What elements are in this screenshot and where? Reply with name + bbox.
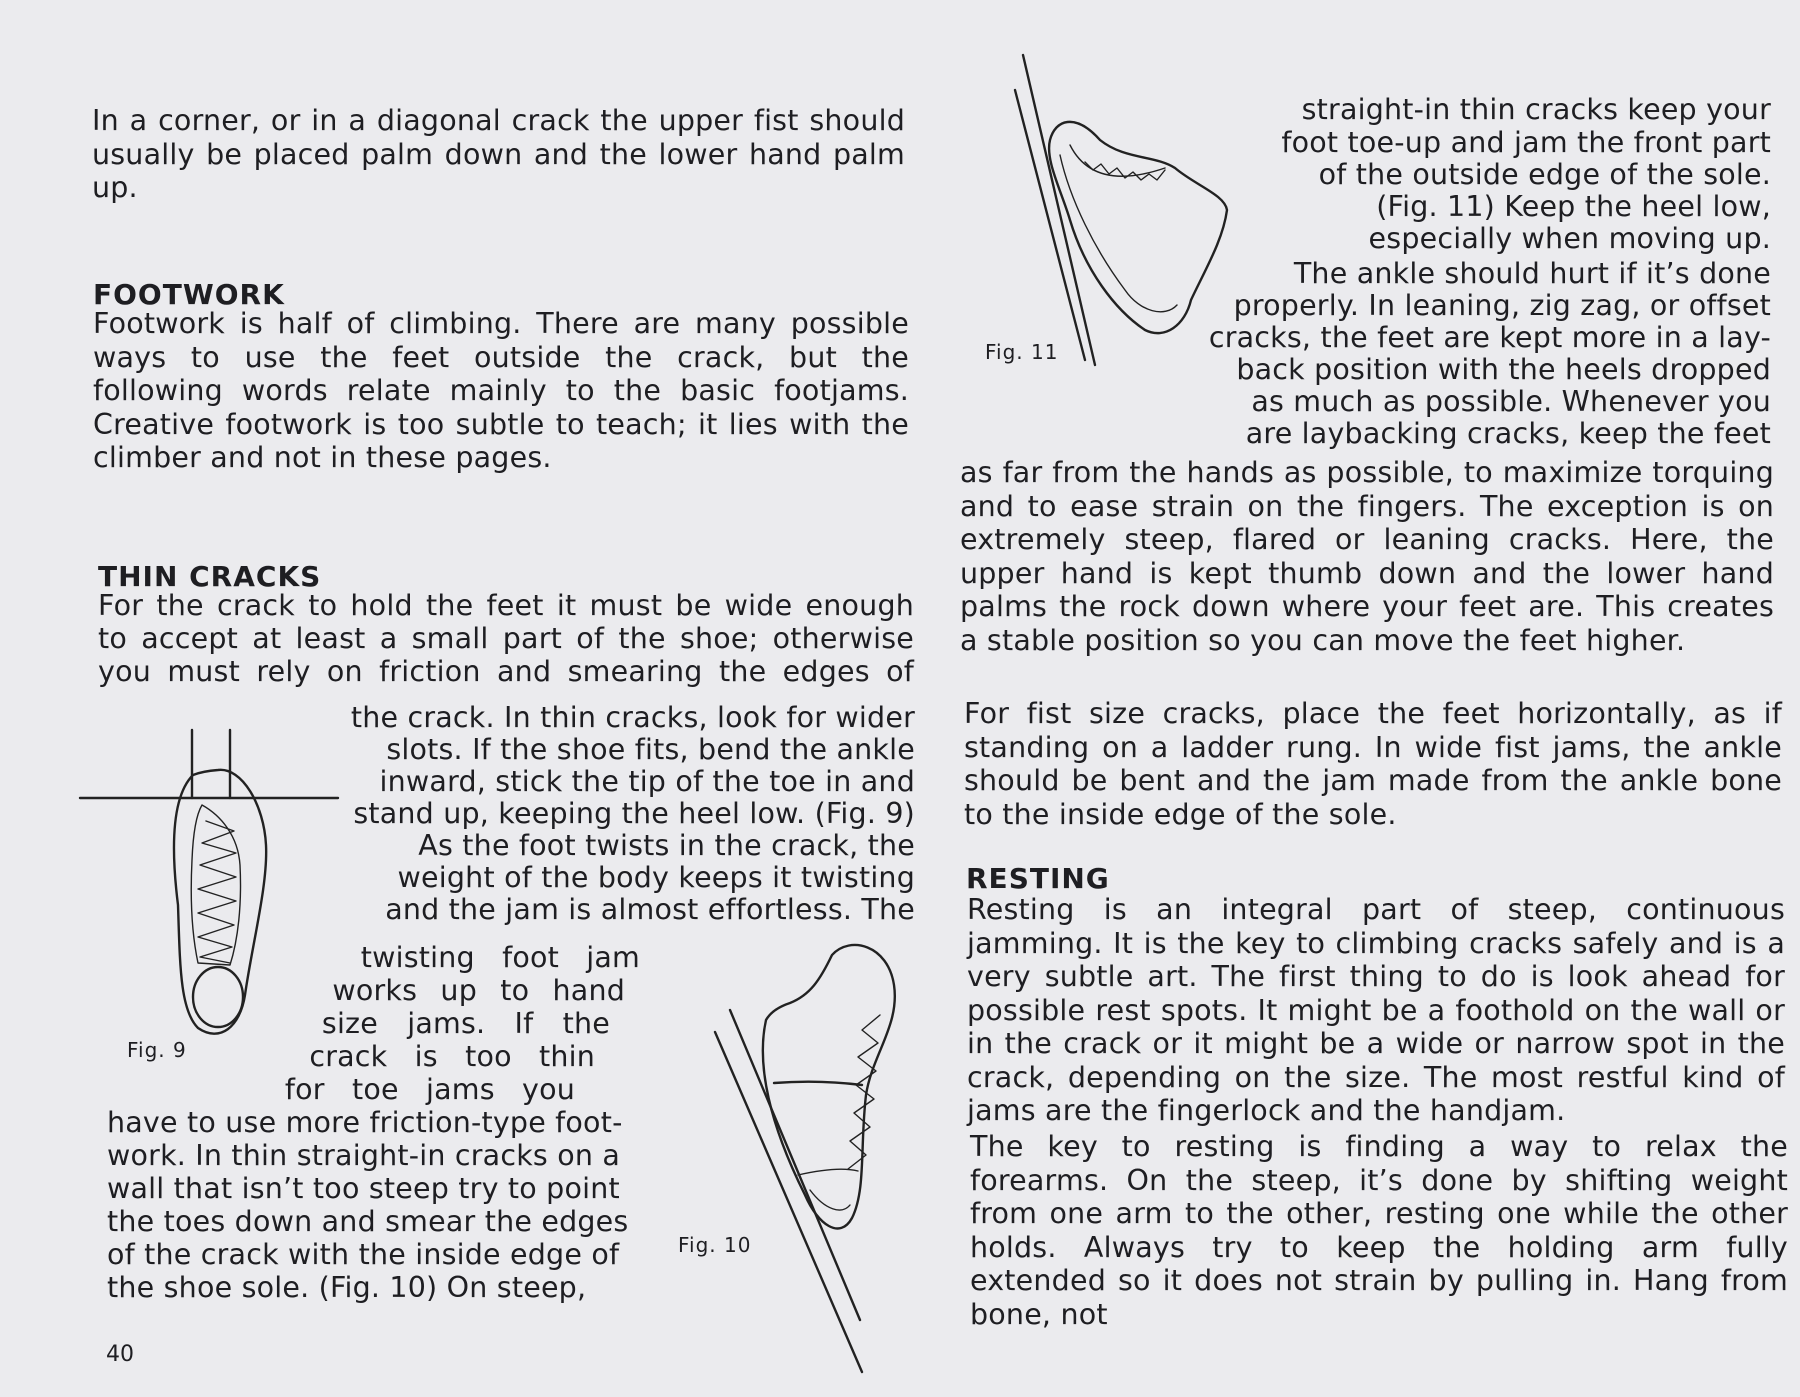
fig11-foot-illustration bbox=[1015, 50, 1235, 370]
resting-paragraph: Resting is an integral part of steep, continuous jamming. It is the key to climbing cracks safely and is a very subtle art. The first thing to do is look ahead for possible rest spots. It might be a foothold on the wall or in the crack or it might be a wide or narrow spot in the crack, depending on the size. The most restful kind of jams are the fingerlock and the handjam. bbox=[967, 893, 1785, 1127]
thin-line-b5: As the foot twists in the crack, the bbox=[418, 829, 915, 862]
thin-line-c5: for toe jams you bbox=[284, 1073, 575, 1106]
fig10-foot-illustration bbox=[710, 935, 910, 1375]
right-line-a9: back position with the heels dropped bbox=[1236, 353, 1771, 386]
thin-line-c3: size jams. If the bbox=[321, 1007, 610, 1040]
forearms-paragraph: The key to resting is finding a way to relax the forearms. On the steep, it’s done by shifting weight from one arm to the other, resting one while the other holds. Always try to keep the holding arm fully extended so it does not strain by pulling in. Hang from bone, not bbox=[970, 1130, 1788, 1331]
thin-line-b6: weight of the body keeps it twisting bbox=[397, 861, 915, 894]
footwork-paragraph: Footwork is half of climbing. There are many possible ways to use the feet outside the crack, but the following words relate mainly to the basic footjams. Creative footwork is too subtle to teach; it lies with the climber and not in these pages. bbox=[93, 307, 909, 474]
torquing-paragraph: as far from the hands as possible, to maximize torquing and to ease strain on the fingers. The exception is on extremely steep, flared or leaning cracks. Here, the upper hand is kept thumb down and the lower hand palms the rock down where your feet are. This creates a stable position so you can move the feet higher. bbox=[960, 456, 1774, 657]
fig9-caption: Fig. 9 bbox=[127, 1038, 187, 1062]
right-line-a6: The ankle should hurt if it’s done bbox=[1293, 257, 1771, 290]
thin-cracks-heading: THIN CRACKS bbox=[98, 560, 322, 593]
thin-line-b7: and the jam is almost effortless. The bbox=[385, 893, 915, 926]
thin-line-a1: For the crack to hold the feet it must be wide enough bbox=[98, 589, 914, 622]
thin-line-d6: the shoe sole. (Fig. 10) On steep, bbox=[107, 1271, 587, 1304]
right-line-a2: foot toe-up and jam the front part bbox=[1281, 126, 1771, 159]
thin-line-a2: to accept at least a small part of the shoe; otherwise bbox=[98, 622, 914, 655]
thin-line-b4: stand up, keeping the heel low. (Fig. 9) bbox=[353, 797, 915, 830]
right-line-a10: as much as possible. Whenever you bbox=[1251, 385, 1771, 418]
thin-line-b3: inward, stick the tip of the toe in and bbox=[379, 765, 915, 798]
footwork-heading: FOOTWORK bbox=[93, 278, 285, 311]
right-line-a3: of the outside edge of the sole. bbox=[1318, 158, 1771, 191]
thin-line-b2: slots. If the shoe fits, bend the ankle bbox=[386, 733, 915, 766]
thin-line-b1: the crack. In thin cracks, look for wider bbox=[350, 701, 915, 734]
intro-paragraph: In a corner, or in a diagonal crack the upper fist should usually be placed palm down and the lower hand palm up. bbox=[92, 104, 905, 204]
right-line-a4: (Fig. 11) Keep the heel low, bbox=[1376, 190, 1771, 223]
thin-line-d1: have to use more friction-type foot- bbox=[107, 1106, 623, 1139]
right-line-a5: especially when moving up. bbox=[1368, 222, 1771, 255]
fist-cracks-paragraph: For fist size cracks, place the feet horizontally, as if standing on a ladder rung. In wide fist jams, the ankle should be bent and the jam made from the ankle bone to the inside edge of the sole. bbox=[964, 697, 1782, 831]
thin-line-d5: of the crack with the inside edge of bbox=[107, 1238, 620, 1271]
page-number: 40 bbox=[106, 1342, 134, 1367]
thin-line-c4: crack is too thin bbox=[309, 1040, 595, 1073]
thin-line-c1: twisting foot jam bbox=[360, 941, 640, 974]
thin-line-d4: the toes down and smear the edges bbox=[107, 1205, 629, 1238]
thin-line-d2: work. In thin straight-in cracks on a bbox=[107, 1139, 621, 1172]
right-line-a7: properly. In leaning, zig zag, or offset bbox=[1233, 289, 1771, 322]
right-line-a1: straight-in thin cracks keep your bbox=[1301, 93, 1771, 126]
fig11-caption: Fig. 11 bbox=[985, 340, 1059, 364]
right-line-a11: are laybacking cracks, keep the feet bbox=[1245, 417, 1771, 450]
thin-line-c2: works up to hand bbox=[332, 974, 625, 1007]
thin-line-a3: you must rely on friction and smearing the edges of bbox=[98, 655, 914, 688]
resting-heading: RESTING bbox=[966, 862, 1110, 895]
fig9-foot-illustration bbox=[80, 725, 340, 1055]
thin-line-d3: wall that isn’t too steep try to point bbox=[107, 1172, 620, 1205]
right-line-a8: cracks, the feet are kept more in a lay- bbox=[1208, 321, 1771, 354]
fig10-caption: Fig. 10 bbox=[678, 1233, 752, 1257]
